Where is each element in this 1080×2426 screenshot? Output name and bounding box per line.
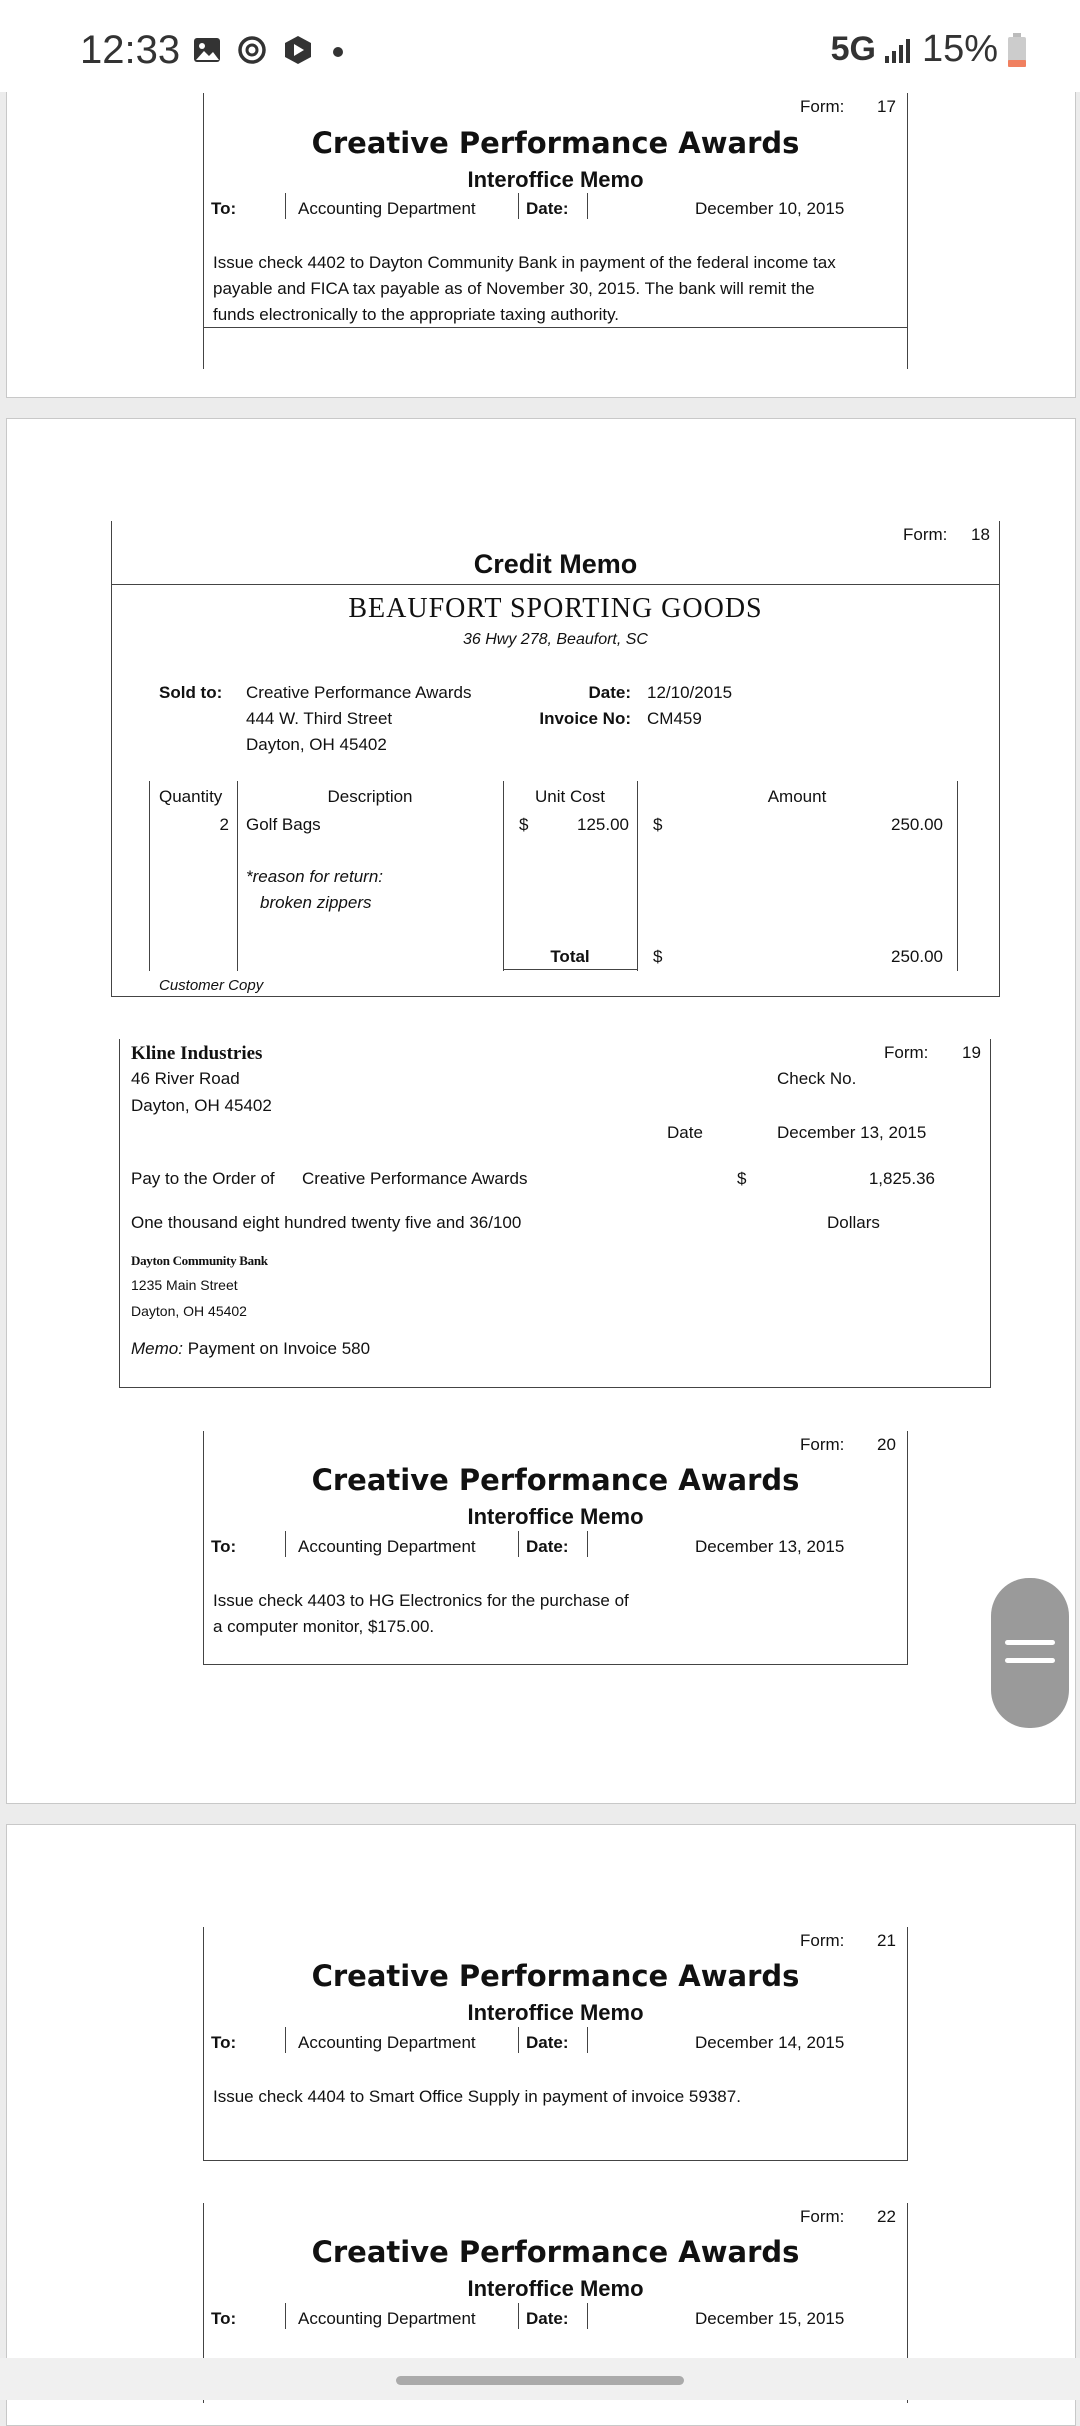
- pay-to-label: Pay to the Order of: [131, 1169, 275, 1188]
- memo-label: Memo:: [131, 1339, 183, 1358]
- form-label: Form:: [903, 525, 948, 544]
- date-label: Date:: [588, 683, 631, 702]
- date-value: December 10, 2015: [695, 199, 845, 218]
- dollars-label: Dollars: [827, 1213, 880, 1232]
- sold-to-line: 444 W. Third Street: [246, 709, 393, 728]
- memo-value: Payment on Invoice 580: [187, 1339, 371, 1358]
- document-page-1: [6, 40, 1076, 398]
- check-company: Kline Industries: [131, 1043, 263, 1064]
- date-value: 12/10/2015: [647, 683, 733, 702]
- memo-title: Interoffice Memo: [467, 167, 644, 192]
- total-label: Total: [550, 947, 590, 966]
- document-page-2: [6, 418, 1076, 1804]
- column-header-description: Description: [327, 787, 413, 806]
- battery-percent: 15%: [921, 28, 998, 70]
- date-label: Date:: [526, 1537, 569, 1556]
- return-reason-line: *reason for return:: [246, 867, 384, 886]
- home-gesture-bar[interactable]: [396, 2376, 684, 2385]
- to-value: Accounting Department: [298, 1537, 476, 1556]
- network-label: 5G: [830, 30, 876, 68]
- memo-title: Interoffice Memo: [467, 2000, 644, 2025]
- to-value: Accounting Department: [298, 2033, 476, 2052]
- company-title: Creative Performance Awards: [311, 2235, 800, 2269]
- check-currency: $: [737, 1169, 747, 1188]
- status-right: [831, 28, 1028, 71]
- column-header-unit-cost: Unit Cost: [535, 787, 605, 806]
- cell-description: Golf Bags: [246, 815, 321, 834]
- check-date-value: December 13, 2015: [777, 1123, 927, 1142]
- company-title: Creative Performance Awards: [311, 1463, 800, 1497]
- company-title: Creative Performance Awards: [311, 126, 800, 160]
- memo-body-line: Issue check 4402 to Dayton Community Bank in payment of the federal income tax: [213, 253, 836, 272]
- form-number: 18: [971, 525, 990, 544]
- notification-icons: [192, 34, 348, 66]
- memo-body-line: Issue check 4404 to Smart Office Supply in payment of invoice 59387.: [213, 2087, 741, 2106]
- sold-to-label: Sold to:: [159, 683, 223, 702]
- to-value: Accounting Department: [298, 199, 476, 218]
- cell-quantity: 2: [219, 815, 229, 834]
- date-value: December 15, 2015: [695, 2309, 845, 2328]
- document-page-3: [6, 1824, 1076, 2426]
- form-label: Form:: [800, 1435, 845, 1454]
- dot-icon: [328, 34, 348, 66]
- memo-body-line: Issue check 4403 to HG Electronics for the purchase of: [213, 1591, 629, 1610]
- to-value: Accounting Department: [298, 2309, 476, 2328]
- to-label: To:: [211, 2033, 237, 2052]
- gallery-icon: [192, 35, 222, 65]
- check-address: 46 River Road: [131, 1069, 240, 1088]
- date-value: December 13, 2015: [695, 1537, 845, 1556]
- status-time: 12:33: [80, 28, 181, 72]
- vendor-address: 36 Hwy 278, Beaufort, SC: [463, 631, 648, 648]
- cell-amount: 250.00: [891, 815, 943, 834]
- vendor-name: BEAUFORT SPORTING GOODS: [348, 593, 763, 624]
- cell-currency: $: [653, 815, 663, 834]
- bank-address: Dayton, OH 45402: [131, 1303, 247, 1319]
- memo-title: Interoffice Memo: [467, 1504, 644, 1529]
- battery-icon: [1006, 32, 1028, 68]
- invoice-label: Invoice No:: [539, 709, 631, 728]
- check-memo: [131, 1339, 370, 1359]
- sold-to-line: Dayton, OH 45402: [246, 735, 387, 754]
- date-label: Date:: [526, 2033, 569, 2052]
- cell-currency: $: [519, 815, 529, 834]
- column-header-quantity: Quantity: [159, 787, 223, 806]
- form-number: 17: [877, 97, 896, 116]
- form-number: 20: [877, 1435, 896, 1454]
- fast-scroll-handle[interactable]: [991, 1578, 1069, 1728]
- check-date-label: Date: [667, 1123, 703, 1142]
- date-label: Date:: [526, 2309, 569, 2328]
- bank-address: 1235 Main Street: [131, 1277, 238, 1293]
- sync-icon: [236, 34, 268, 66]
- memo-body-line: funds electronically to the appropriate taxing authority.: [213, 305, 620, 324]
- status-bar: [0, 0, 1080, 92]
- return-reason-line: broken zippers: [260, 893, 372, 912]
- customer-copy-label: Customer Copy: [159, 977, 264, 994]
- amount-in-words: One thousand eight hundred twenty five and 36/100: [131, 1213, 522, 1232]
- check-address: Dayton, OH 45402: [131, 1096, 272, 1115]
- signal-icon: [884, 36, 914, 64]
- form-number: 22: [877, 2207, 896, 2226]
- memo-title: Interoffice Memo: [467, 2276, 644, 2301]
- form-label: Form:: [884, 1043, 929, 1062]
- payee-name: Creative Performance Awards: [302, 1169, 528, 1188]
- bank-name: Dayton Community Bank: [131, 1253, 268, 1268]
- memo-body-line: a computer monitor, $175.00.: [213, 1617, 435, 1636]
- company-title: Creative Performance Awards: [311, 1959, 800, 1993]
- memo-body-line: payable and FICA tax payable as of November 30, 2015. The bank will remit the: [213, 279, 815, 298]
- to-label: To:: [211, 2309, 237, 2328]
- app-icon: [282, 34, 314, 66]
- form-label: Form:: [800, 97, 845, 116]
- form-number: 21: [877, 1931, 896, 1950]
- form-number: 19: [962, 1043, 981, 1062]
- sold-to-line: Creative Performance Awards: [246, 683, 472, 702]
- to-label: To:: [211, 199, 237, 218]
- column-header-amount: Amount: [767, 787, 827, 806]
- to-label: To:: [211, 1537, 237, 1556]
- form-label: Form:: [800, 2207, 845, 2226]
- invoice-value: CM459: [647, 709, 702, 728]
- date-value: December 14, 2015: [695, 2033, 845, 2052]
- cell-unit-cost: 125.00: [577, 815, 629, 834]
- form-label: Form:: [800, 1931, 845, 1950]
- check-amount: 1,825.36: [868, 1169, 935, 1188]
- check-number-label: Check No.: [777, 1069, 857, 1088]
- date-label: Date:: [526, 199, 569, 218]
- navigation-bar: [0, 2358, 1080, 2400]
- total-value: 250.00: [891, 947, 943, 966]
- total-currency: $: [653, 947, 663, 966]
- credit-memo-title: Credit Memo: [473, 549, 638, 579]
